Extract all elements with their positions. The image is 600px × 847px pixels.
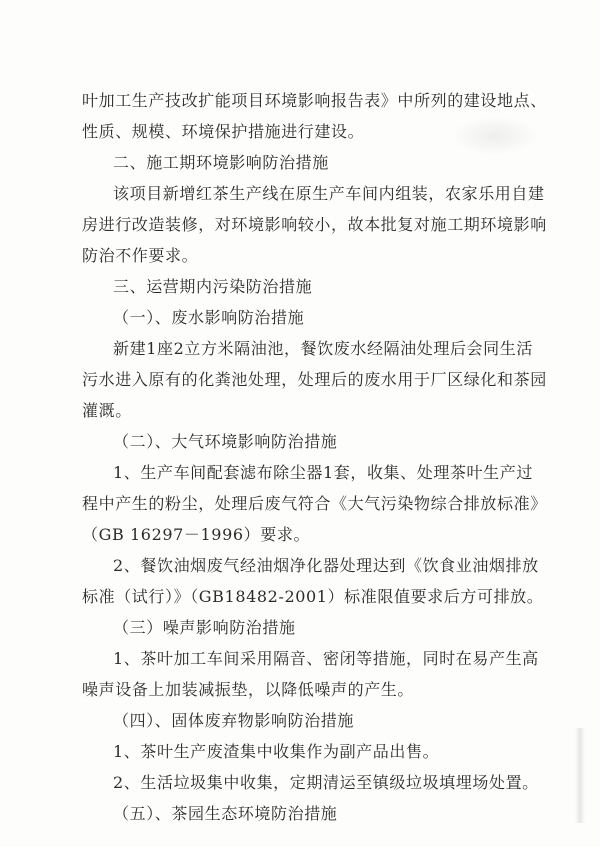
section-heading-operation: 三、运营期内污染防治措施 — [113, 277, 313, 296]
scan-smudge — [455, 118, 535, 154]
scan-edge-mark — [575, 728, 585, 823]
line-22: 1、茶叶生产废渣集中收集作为副产品出售。 — [113, 742, 440, 761]
line-1: 叶加工生产技改扩能项目环境影响报告表》中所列的建设地点、 — [82, 91, 547, 110]
line-15: （GB 16297－1996）要求。 — [82, 525, 311, 544]
section-heading-construction: 二、施工期环境影响防治措施 — [113, 153, 329, 172]
subheading-air: （二）、大气环境影响防治措施 — [113, 432, 338, 451]
line-20: 噪声设备上加装减振垫，以降低噪声的产生。 — [82, 680, 415, 699]
line-6: 防治不作要求。 — [82, 246, 199, 265]
line-13: 1、生产车间配套滤布除尘器1套，收集、处理茶叶生产过 — [113, 463, 533, 482]
line-2: 性质、规模、环境保护措施进行建设。 — [82, 122, 365, 141]
subheading-solid-waste: （四）、固体废弃物影响防治措施 — [113, 711, 355, 730]
line-5: 房进行改造装修，对环境影响较小，故本批复对施工期环境影响 — [82, 215, 547, 234]
line-9: 新建1座2立方米隔油池，餐饮废水经隔油处理后会同生活 — [113, 339, 533, 358]
subheading-noise: （三）噪声影响防治措施 — [113, 618, 296, 637]
line-4: 该项目新增红茶生产线在原生产车间内组装，农家乐用自建 — [113, 184, 545, 203]
line-23: 2、生活垃圾集中收集，定期清运至镇级垃圾填埋场处置。 — [113, 773, 539, 792]
line-16: 2、餐饮油烟废气经油烟净化器处理达到《饮食业油烟排放 — [113, 556, 539, 575]
line-17: 标准（试行）》（GB18482-2001）标准限值要求后方可排放。 — [82, 587, 544, 606]
line-11: 灌溉。 — [82, 401, 132, 420]
line-10: 污水进入原有的化粪池处理，处理后的废水用于厂区绿化和茶园 — [82, 370, 547, 389]
subheading-tea-garden: （五）、茶园生态环境防治措施 — [113, 804, 338, 823]
line-19: 1、茶叶加工车间采用隔音、密闭等措施，同时在易产生高 — [113, 649, 539, 668]
line-14: 程中产生的粉尘，处理后废气符合《大气污染物综合排放标准》 — [82, 494, 547, 513]
subheading-wastewater: （一）、废水影响防治措施 — [113, 308, 305, 327]
